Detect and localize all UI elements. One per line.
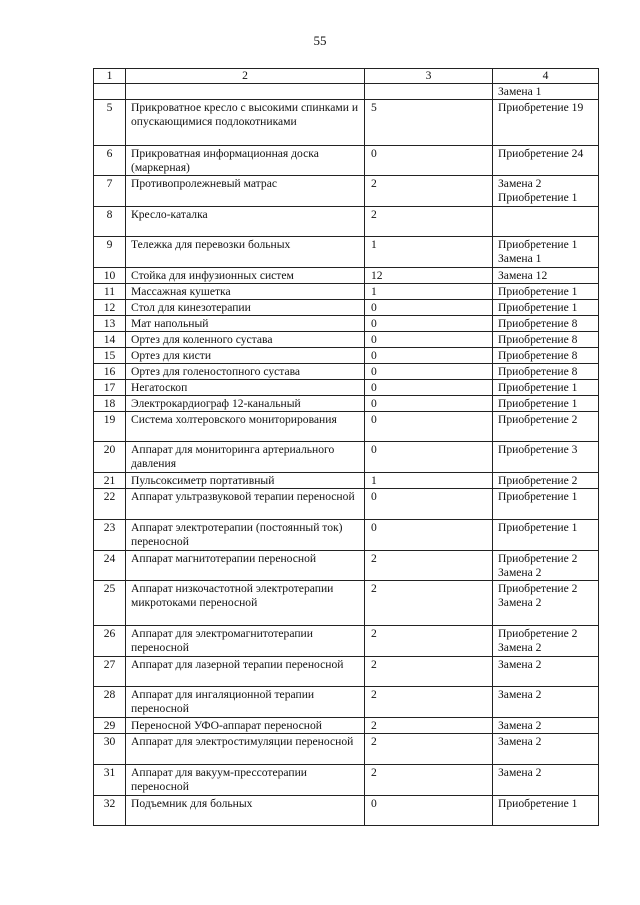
item-name: Электрокардиограф 12-канальный [126,396,365,412]
equipment-table [93,68,599,826]
item-quantity: 0 [365,300,493,316]
item-name: Переносной УФО-аппарат переносной [126,718,365,734]
item-quantity: 0 [365,796,493,826]
row-number: 30 [94,734,126,765]
item-note [493,442,599,473]
table-row [94,551,599,581]
item-name: Ортез для кисти [126,348,365,364]
row-number: 18 [94,396,126,412]
note-line: Приобретение 8 [498,333,578,346]
row-number: 22 [94,489,126,520]
item-quantity: 2 [365,657,493,687]
item-note [493,687,599,718]
item-quantity: 0 [365,348,493,364]
item-note [493,316,599,332]
item-note [493,268,599,284]
item-name: Противопролежневый матрас [126,176,365,207]
item-name: Прикроватная информационная доска (маркерная) [126,146,365,176]
item-name [126,84,365,100]
item-name: Аппарат электротерапии (постоянный ток) переносной [126,520,365,551]
row-number: 20 [94,442,126,473]
row-number: 28 [94,687,126,718]
table-row [94,657,599,687]
table-row [94,489,599,520]
item-name: Аппарат для электромагнитотерапии переносной [126,626,365,657]
row-number: 6 [94,146,126,176]
table-header-row [94,69,599,84]
note-line: Приобретение 1 [498,191,578,204]
row-number: 12 [94,300,126,316]
item-note [493,765,599,796]
item-quantity: 1 [365,473,493,489]
item-name: Мат напольный [126,316,365,332]
note-line: Приобретение 2 [498,582,578,595]
row-number: 29 [94,718,126,734]
item-quantity: 2 [365,734,493,765]
item-note [493,796,599,826]
table-row [94,284,599,300]
item-name: Система холтеровского мониторирования [126,412,365,442]
item-name: Аппарат низкочастотной электротерапии микротоками переносной [126,581,365,626]
item-note [493,396,599,412]
note-line: Замена 2 [498,177,542,190]
item-quantity: 0 [365,332,493,348]
note-line: Приобретение 24 [498,147,584,160]
item-name: Негатоскоп [126,380,365,396]
page-number: 55 [313,33,327,48]
item-quantity: 2 [365,718,493,734]
table-row [94,734,599,765]
item-note [493,348,599,364]
note-line: Приобретение 1 [498,285,578,298]
note-line: Приобретение 8 [498,317,578,330]
row-number: 15 [94,348,126,364]
note-line: Приобретение 8 [498,365,578,378]
note-line: Замена 2 [498,566,542,579]
item-quantity: 0 [365,396,493,412]
table-row [94,718,599,734]
table-row [94,796,599,826]
item-note [493,207,599,237]
item-note [493,718,599,734]
row-number: 32 [94,796,126,826]
note-line: Замена 2 [498,596,542,609]
item-name: Массажная кушетка [126,284,365,300]
item-quantity: 1 [365,237,493,268]
note-line: Приобретение 8 [498,349,578,362]
table-row [94,412,599,442]
item-note [493,734,599,765]
table-row [94,364,599,380]
table-row [94,316,599,332]
table-row [94,146,599,176]
table-row [94,520,599,551]
item-name: Аппарат для электростимуляции переносной [126,734,365,765]
item-note [493,551,599,581]
item-quantity: 0 [365,380,493,396]
item-note [493,100,599,146]
item-quantity: 1 [365,284,493,300]
table-row [94,237,599,268]
item-name: Аппарат для лазерной терапии переносной [126,657,365,687]
item-name: Аппарат ультразвуковой терапии переносной [126,489,365,520]
note-line: Приобретение 1 [498,238,578,251]
table-row [94,473,599,489]
note-line: Приобретение 3 [498,443,578,456]
item-quantity: 0 [365,520,493,551]
item-quantity: 2 [365,626,493,657]
item-note [493,489,599,520]
note-line: Замена 2 [498,658,542,671]
table-row [94,176,599,207]
item-note [493,332,599,348]
item-name: Подъемник для больных [126,796,365,826]
row-number: 26 [94,626,126,657]
table-row [94,332,599,348]
item-quantity: 0 [365,412,493,442]
table-row [94,84,599,100]
column-header: 4 [493,69,599,84]
row-number: 24 [94,551,126,581]
item-quantity: 2 [365,551,493,581]
note-line: Приобретение 1 [498,521,578,534]
row-number: 27 [94,657,126,687]
note-line: Приобретение 2 [498,413,578,426]
table-row [94,100,599,146]
item-note [493,581,599,626]
table-row [94,348,599,364]
item-name: Аппарат для вакуум-прессотерапии переносной [126,765,365,796]
row-number: 7 [94,176,126,207]
note-line: Приобретение 2 [498,627,578,640]
item-quantity: 12 [365,268,493,284]
note-line: Замена 1 [498,252,542,265]
item-note [493,300,599,316]
row-number: 19 [94,412,126,442]
row-number: 9 [94,237,126,268]
note-line: Замена 2 [498,719,542,732]
item-quantity: 2 [365,581,493,626]
row-number: 25 [94,581,126,626]
note-line: Замена 1 [498,85,542,98]
column-header: 3 [365,69,493,84]
note-line: Приобретение 2 [498,474,578,487]
row-number: 23 [94,520,126,551]
row-number: 16 [94,364,126,380]
note-line: Приобретение 19 [498,101,584,114]
note-line: Приобретение 1 [498,381,578,394]
column-header: 2 [126,69,365,84]
item-name: Аппарат для мониторинга артериального давления [126,442,365,473]
table-row [94,268,599,284]
row-number: 13 [94,316,126,332]
item-note [493,237,599,268]
item-name: Стойка для инфузионных систем [126,268,365,284]
row-number: 14 [94,332,126,348]
row-number: 31 [94,765,126,796]
row-number: 17 [94,380,126,396]
column-header: 1 [94,69,126,84]
row-number: 5 [94,100,126,146]
table-row [94,207,599,237]
note-line: Приобретение 2 [498,552,578,565]
item-note [493,176,599,207]
note-line: Приобретение 1 [498,397,578,410]
note-line: Замена 2 [498,641,542,654]
item-note [493,412,599,442]
item-quantity: 2 [365,687,493,718]
item-name: Ортез для коленного сустава [126,332,365,348]
table-row [94,442,599,473]
item-note [493,84,599,100]
item-note [493,520,599,551]
table-row [94,396,599,412]
item-name: Кресло-каталка [126,207,365,237]
table-row [94,380,599,396]
table-row [94,626,599,657]
item-quantity: 0 [365,489,493,520]
item-note [493,380,599,396]
row-number: 10 [94,268,126,284]
item-quantity: 0 [365,146,493,176]
item-note [493,146,599,176]
row-number [94,84,126,100]
item-quantity [365,84,493,100]
note-line: Замена 2 [498,688,542,701]
table-row [94,581,599,626]
item-quantity: 2 [365,765,493,796]
row-number: 8 [94,207,126,237]
item-note [493,626,599,657]
item-name: Аппарат магнитотерапии переносной [126,551,365,581]
item-quantity: 0 [365,316,493,332]
item-quantity: 0 [365,442,493,473]
table-row [94,300,599,316]
item-note [493,473,599,489]
note-line: Замена 2 [498,735,542,748]
note-line: Замена 12 [498,269,548,282]
item-name: Аппарат для ингаляционной терапии переносной [126,687,365,718]
note-line: Приобретение 1 [498,490,578,503]
item-quantity: 5 [365,100,493,146]
row-number: 11 [94,284,126,300]
item-note [493,284,599,300]
item-name: Ортез для голеностопного сустава [126,364,365,380]
item-quantity: 0 [365,364,493,380]
item-quantity: 2 [365,176,493,207]
item-name: Тележка для перевозки больных [126,237,365,268]
item-note [493,364,599,380]
item-quantity: 2 [365,207,493,237]
item-name: Прикроватное кресло с высокими спинками и опускающимися подлокотниками [126,100,365,146]
row-number: 21 [94,473,126,489]
table-row [94,687,599,718]
table-row [94,765,599,796]
item-note [493,657,599,687]
item-name: Пульсоксиметр портативный [126,473,365,489]
item-name: Стол для кинезотерапии [126,300,365,316]
note-line: Приобретение 1 [498,797,578,810]
note-line: Замена 2 [498,766,542,779]
note-line: Приобретение 1 [498,301,578,314]
